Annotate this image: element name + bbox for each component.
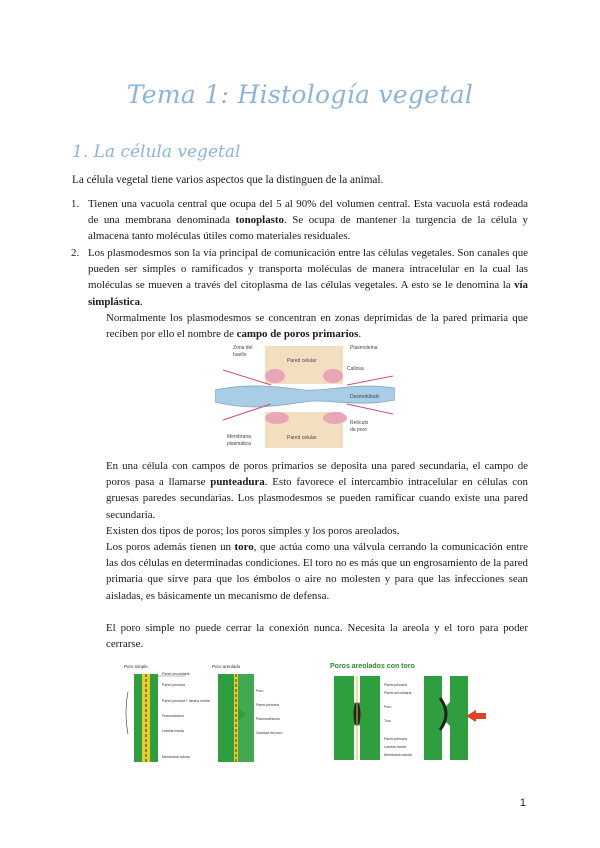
label-pared: Pared celular (287, 435, 317, 441)
label: Pared primaria (384, 683, 407, 687)
wall-yellow (234, 674, 238, 762)
pink-blob (323, 369, 343, 383)
plasmodesmo-figure (215, 340, 395, 452)
list-text: Tienen una vacuola central que ocupa del 5 al 90% del volumen central. Esta vacuola está rodeada de una membrana denominada (88, 198, 528, 227)
label: Cavidad del poro (256, 731, 283, 735)
label: Lámina media (384, 745, 406, 749)
label: Lámina media (162, 729, 184, 733)
label-membrana: plasmática (227, 441, 251, 447)
pink-blob (265, 369, 285, 383)
wall-yellow (142, 674, 150, 762)
paragraph-text: . Esto favorece el intercambio intracelular en células con gruesas paredes secundarias. Los plasmodesmos se pueden ramificar cuando existe una pared secundaria. (106, 476, 528, 521)
paragraph-text: . (358, 328, 362, 341)
label-membrana: Membrana (227, 434, 251, 440)
pink-blob (323, 412, 347, 424)
bold-term: vía simplástica (88, 279, 528, 308)
toro-wall (438, 676, 468, 760)
label: Poro (384, 705, 392, 709)
label-callosa: Callosa (347, 366, 364, 372)
paragraph-plasmodesmos (106, 310, 528, 342)
label: Plasmodesmo (162, 714, 185, 718)
label: Pared secundaria (162, 672, 190, 676)
paragraph-text: Normalmente los plasmodesmos se concentran en zonas deprimidas de la pared primaria que reciben por ello el nombre de (106, 312, 528, 341)
label-pared: Pared celular (287, 358, 317, 364)
poros-toro-figure (328, 660, 488, 768)
bold-term: tonoplasto (235, 214, 284, 227)
paragraph-text: , que actúa como una válvula cerrando la comunicación entre las dos células en determinadas condiciones. El toro no es más que un engrosamiento de la pared primaria que sirve para que los émbolos o aire no molesten y para que las infecciones sean aisladas, es básicamente un mecanismo de defensa. (106, 541, 528, 602)
intro-paragraph: La célula vegetal tiene varios aspectos que la distinguen de la animal. (72, 174, 384, 186)
wall-green (134, 674, 142, 762)
wall-green (150, 674, 158, 762)
list-item (71, 245, 528, 310)
list-number: 1. (71, 198, 80, 210)
label: Membrana celular (162, 755, 191, 759)
label-reticulo: de poro (350, 427, 367, 433)
list-text: Los plasmodesmos son la vía principal de comunicación entre las células vegetales. Son canales que pueden ser simples o ramificados y transporta moléculas de manera intracelular en la cual las moléculas se mueven a través del citoplasma de las células vegetales. A esto se le denomina la (88, 247, 528, 292)
label: Toro (384, 719, 391, 723)
label-desmotubulo: Desmotúbulo (350, 394, 380, 400)
label-zona: Zona del (233, 345, 253, 351)
bold-term: punteadura (210, 476, 265, 489)
label-poro-simple: Poro simple (124, 664, 148, 669)
bracket (126, 692, 128, 734)
paragraph-tipos: Existen dos tipos de poros; los poros simples y los poros areolados. (106, 525, 400, 537)
page-title: Tema 1: Histología vegetal (126, 80, 474, 109)
label: Poro (256, 689, 264, 693)
section-heading: 1. La célula vegetal (72, 142, 241, 162)
list-text: . Se ocupa de mantener la turgencia de la célula y almacena tanto moléculas útiles como materiales residuales. (88, 214, 528, 243)
list-item (71, 196, 528, 245)
label: Pared primaria + lámina media (162, 699, 210, 703)
label: Plasmodesmos (256, 717, 280, 721)
arrow-line (223, 370, 271, 385)
paragraph-secundaria (106, 458, 528, 523)
arrow-icon (466, 710, 486, 722)
pink-blob (265, 412, 289, 424)
page-number: 1 (519, 797, 526, 809)
list-text: . (140, 295, 143, 308)
label-zona: huello (233, 352, 247, 358)
list-number: 2. (71, 247, 80, 259)
arrow-line (347, 376, 393, 385)
label-plasmolema: Plasmolema (350, 345, 378, 351)
label: Pared secundaria (384, 691, 412, 695)
paragraph-text: Los poros además tienen un (106, 541, 235, 553)
paragraph-text: En una célula con campos de poros primarios se deposita una pared secundaria, el campo de poros pasa a llamarse (106, 460, 528, 489)
label: Pared primaria (162, 683, 185, 687)
arrow-line (347, 404, 393, 414)
poros-figure (122, 662, 288, 766)
paragraph-poro-simple: El poro simple no puede cerrar la conexión nunca. Necesita la areola y el toro para poder cerrarse. (106, 622, 528, 651)
figure-title: Poros areolados con toro (330, 663, 415, 670)
bold-term: toro (234, 541, 254, 553)
paragraph-toro (106, 539, 528, 604)
label: Pared primaria (256, 703, 279, 707)
label: Membrana celular (384, 753, 413, 757)
label-reticulo: Retículo (350, 420, 369, 426)
label-poro-areolado: Poro areolado (212, 664, 241, 669)
label: Pared primaria (384, 737, 407, 741)
bold-term: campo de poros primarios (236, 328, 359, 341)
